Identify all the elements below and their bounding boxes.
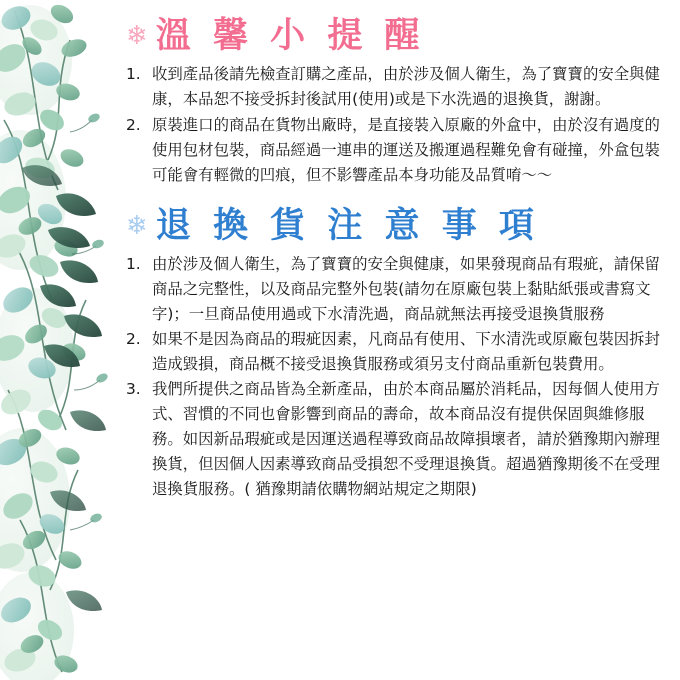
list-item: 由於涉及個人衛生，為了寶寶的安全與健康，如果發現商品有瑕疵，請保留商品之完整性，以及商品完整外包裝(請勿在原廠包裝上黏貼紙張或書寫文字)；一旦商品使用過或下水清洗過，商品就無法再接受退換貨服務 [152,255,660,324]
list-item: 如果不是因為商品的瑕疵因素，凡商品有使用、下水清洗或原廠包裝因拆封造成毀損，商品概不接受退換貨服務或須另支付商品重新包裝費用。 [152,330,660,374]
document-content [120,0,680,680]
flower-star-icon: ❄ [126,211,148,242]
list-item: 我們所提供之商品皆為全新產品，由於本商品屬於消耗品，因每個人使用方式、習慣的不同也會影響到商品的壽命，故本商品沒有提供保固與維修服務。如因新品瑕疵或是因運送過程導致商品故障損壞者，請於猶豫期內辦理換貨，但因個人因素導致商品受損恕不受理退換貨。超過猶豫期後不在受理退換貨服務。( 猶豫期請依購物網站規定之期限) [152,380,660,498]
section-return-policy [126,206,666,502]
spacer [126,192,666,206]
flower-star-icon: ❄ [126,21,148,52]
list-item: 原裝進口的商品在貨物出廠時，是直接裝入原廠的外盒中，由於沒有過度的使用包材包裝，商品經過一連串的運送及搬運過程難免會有碰撞，外盒包裝可能會有輕微的凹痕，但不影響產品本身功能及品質唷～～ [152,116,660,185]
return-policy-list [126,252,666,502]
section-reminder [126,16,666,188]
section-return-policy-title: 退 換 貨 注 意 事 項 [155,206,539,247]
list-item: 收到產品後請先檢查訂購之產品，由於涉及個人衛生，為了寶寶的安全與健康，本品恕不接受拆封後試用(使用)或是下水洗過的退換貨，謝謝。 [152,65,660,109]
watercolor-eucalyptus-leaves-border [0,0,118,680]
section-return-policy-heading [126,206,666,246]
section-reminder-heading [126,16,666,56]
section-reminder-title: 溫 馨 小 提 醒 [155,16,425,56]
reminder-list [126,62,666,188]
